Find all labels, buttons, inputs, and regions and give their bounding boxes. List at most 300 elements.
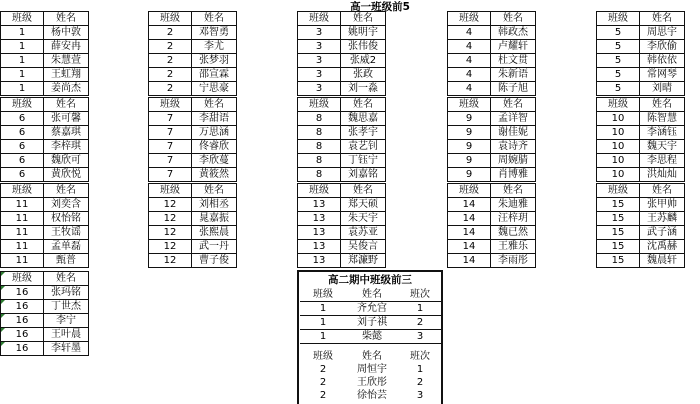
name-cell: 王叶晨 xyxy=(44,328,89,342)
class-cell: 10 xyxy=(597,140,640,154)
table-row xyxy=(448,198,536,212)
name-cell: 柴懿 xyxy=(346,330,398,344)
name-cell: 魏思嘉 xyxy=(341,112,386,126)
class-cell: 2 xyxy=(319,364,327,375)
class-cell: 13 xyxy=(298,254,341,268)
name-cell: 王牧谣 xyxy=(44,226,89,240)
class-cell: 15 xyxy=(597,198,640,212)
cell-error-marker xyxy=(1,342,5,346)
header-row xyxy=(448,12,536,26)
header-name: 姓名 xyxy=(640,12,685,26)
header-class: 班级 xyxy=(149,98,192,112)
name-cell: 魏天宇 xyxy=(640,140,685,154)
name-cell: 张政 xyxy=(341,68,386,82)
table-row xyxy=(448,154,536,168)
table-row xyxy=(298,40,386,54)
table-row xyxy=(298,254,386,268)
rank-cell: 2 xyxy=(416,377,424,388)
name-cell: 李雨彤 xyxy=(491,254,536,268)
rank-cell: 2 xyxy=(398,316,442,330)
table-row xyxy=(298,68,386,82)
class-cell: 12 xyxy=(149,198,192,212)
table-row xyxy=(298,82,386,96)
header-row xyxy=(300,288,442,302)
class-cell: 15 xyxy=(597,254,640,268)
name-cell: 邵宣霖 xyxy=(192,68,237,82)
header-name: 姓名 xyxy=(44,184,89,198)
class-cell: 2 xyxy=(149,82,192,96)
name-cell: 李宁 xyxy=(44,314,89,328)
table-row xyxy=(1,54,89,68)
rank-cell: 3 xyxy=(398,330,442,344)
header-row xyxy=(298,184,386,198)
class-cell: 13 xyxy=(298,198,341,212)
table-row xyxy=(597,82,685,96)
header-class: 班级 xyxy=(298,98,341,112)
class-cell: 5 xyxy=(597,82,640,96)
class-cell: 4 xyxy=(448,40,491,54)
class-cell: 2 xyxy=(149,54,192,68)
class-cell: 11 xyxy=(1,198,44,212)
name-cell: 魏欣可 xyxy=(44,154,89,168)
name-cell: 朱慧萱 xyxy=(44,54,89,68)
name-cell: 孟单磊 xyxy=(44,240,89,254)
header-rank: 班次 xyxy=(398,288,442,302)
class-cell: 5 xyxy=(597,68,640,82)
class-group-table xyxy=(0,11,89,96)
header-name: 姓名 xyxy=(341,184,386,198)
name-cell: 武一丹 xyxy=(192,240,237,254)
name-cell: 卢耀轩 xyxy=(491,40,536,54)
header-name: 姓名 xyxy=(341,98,386,112)
class-cell: 7 xyxy=(149,154,192,168)
name-cell: 沈禹赫 xyxy=(640,240,685,254)
name-cell: 齐允宫 xyxy=(346,302,398,316)
name-cell: 刘相丞 xyxy=(192,198,237,212)
name-cell: 李轩墨 xyxy=(44,342,89,356)
class-cell: 5 xyxy=(597,40,640,54)
table-row xyxy=(597,40,685,54)
name-cell: 李涵钰 xyxy=(640,126,685,140)
table-row xyxy=(300,376,442,389)
name-cell: 张孝宇 xyxy=(341,126,386,140)
cell-error-marker xyxy=(1,300,5,304)
header-class: 班级 xyxy=(298,12,341,26)
header-name: 姓名 xyxy=(341,12,386,26)
cell-error-marker xyxy=(1,286,5,290)
name-cell: 陈智慧 xyxy=(640,112,685,126)
table-row xyxy=(298,140,386,154)
table-row xyxy=(298,226,386,240)
name-cell: 王欣彤 xyxy=(357,377,387,388)
grade2-title: 高二期中班级前三 xyxy=(328,274,412,286)
class-cell: 13 xyxy=(298,240,341,254)
header-row xyxy=(298,98,386,112)
name-cell: 魏已然 xyxy=(491,226,536,240)
name-cell: 黄欣悦 xyxy=(44,168,89,182)
class-cell: 10 xyxy=(597,168,640,182)
class-group-table xyxy=(148,11,237,96)
class-cell: 9 xyxy=(448,112,491,126)
table-row xyxy=(149,40,237,54)
name-cell: 朱迪雅 xyxy=(491,198,536,212)
class-group-table xyxy=(0,97,89,182)
header-row xyxy=(597,98,685,112)
name-cell: 刘一淼 xyxy=(341,82,386,96)
header-class: 班级 xyxy=(597,98,640,112)
class-cell: 12 xyxy=(149,226,192,240)
header-row xyxy=(298,12,386,26)
header-row xyxy=(1,12,89,26)
table-row xyxy=(1,198,89,212)
header-class: 班级 xyxy=(597,184,640,198)
table-row xyxy=(448,68,536,82)
class-cell: 2 xyxy=(149,40,192,54)
class-cell: 3 xyxy=(298,68,341,82)
table-row xyxy=(1,212,89,226)
name-cell: 郑天硕 xyxy=(341,198,386,212)
class-cell: 11 xyxy=(1,240,44,254)
table-row xyxy=(149,154,237,168)
table-row xyxy=(1,342,89,356)
class-group-table xyxy=(297,11,386,96)
header-name: 姓名 xyxy=(44,98,89,112)
table-row xyxy=(597,140,685,154)
class-cell: 8 xyxy=(298,168,341,182)
class-cell: 12 xyxy=(149,212,192,226)
class-cell: 1 xyxy=(300,330,346,344)
header-name: 姓名 xyxy=(640,184,685,198)
name-cell: 肖博雅 xyxy=(491,168,536,182)
header-name: 姓名 xyxy=(491,12,536,26)
table-row xyxy=(149,212,237,226)
table-row xyxy=(149,112,237,126)
table-row xyxy=(149,254,237,268)
table-row xyxy=(448,168,536,182)
table-row xyxy=(149,168,237,182)
class-group-table xyxy=(596,11,685,96)
name-cell: 蔡嘉琪 xyxy=(44,126,89,140)
table-row xyxy=(149,226,237,240)
class-cell: 13 xyxy=(298,212,341,226)
table-row xyxy=(1,286,89,300)
class-cell: 9 xyxy=(448,140,491,154)
table-row xyxy=(448,126,536,140)
name-cell: 武子涵 xyxy=(640,226,685,240)
header-class: 班级 xyxy=(300,288,346,302)
table-row xyxy=(1,254,89,268)
table-row xyxy=(597,254,685,268)
name-cell: 邓智勇 xyxy=(192,26,237,40)
class-cell: 1 xyxy=(1,26,44,40)
class-group-table xyxy=(297,97,386,182)
class-cell: 4 xyxy=(448,54,491,68)
name-cell: 徐怡芸 xyxy=(357,390,387,401)
header-row xyxy=(149,12,237,26)
name-cell: 李甜语 xyxy=(192,112,237,126)
table-row xyxy=(1,154,89,168)
table-row xyxy=(1,328,89,342)
table-row xyxy=(448,40,536,54)
name-cell: 薛安冉 xyxy=(44,40,89,54)
table-row xyxy=(298,168,386,182)
class-cell: 4 xyxy=(448,82,491,96)
class-cell: 15 xyxy=(597,212,640,226)
header-class: 班级 xyxy=(448,98,491,112)
header-name: 姓名 xyxy=(362,351,382,362)
table-row xyxy=(1,112,89,126)
name-cell: 姜尚杰 xyxy=(44,82,89,96)
class-cell: 4 xyxy=(448,26,491,40)
header-row xyxy=(1,272,89,286)
table-row xyxy=(298,212,386,226)
header-name: 姓名 xyxy=(44,12,89,26)
grade2-table xyxy=(300,350,442,402)
class-cell: 12 xyxy=(149,254,192,268)
table-row xyxy=(1,168,89,182)
name-cell: 朱新语 xyxy=(491,68,536,82)
table-row xyxy=(1,82,89,96)
name-cell: 佟睿欣 xyxy=(192,140,237,154)
class-cell: 16 xyxy=(1,314,44,328)
name-cell: 谢佳妮 xyxy=(491,126,536,140)
table-row xyxy=(300,316,442,330)
table-row xyxy=(448,140,536,154)
class-cell: 6 xyxy=(1,140,44,154)
table-row xyxy=(448,26,536,40)
name-cell: 郑濂野 xyxy=(341,254,386,268)
table-row xyxy=(298,126,386,140)
class-cell: 9 xyxy=(448,154,491,168)
table-row xyxy=(448,254,536,268)
name-cell: 周恒宇 xyxy=(357,364,387,375)
class-cell: 2 xyxy=(149,68,192,82)
table-row xyxy=(300,330,442,344)
class-group-table xyxy=(0,183,89,268)
class-cell: 1 xyxy=(1,40,44,54)
name-cell: 张可馨 xyxy=(44,112,89,126)
table-row xyxy=(149,240,237,254)
table-row xyxy=(149,54,237,68)
class-cell: 8 xyxy=(298,140,341,154)
name-cell: 刘嘉铭 xyxy=(341,168,386,182)
class-cell: 14 xyxy=(448,198,491,212)
class-cell: 7 xyxy=(149,168,192,182)
table-row xyxy=(597,168,685,182)
table-row xyxy=(1,26,89,40)
header-name: 姓名 xyxy=(491,184,536,198)
table-row xyxy=(597,68,685,82)
header-name: 姓名 xyxy=(192,184,237,198)
table-row xyxy=(298,198,386,212)
header-row xyxy=(597,12,685,26)
class-cell: 14 xyxy=(448,226,491,240)
table-row xyxy=(298,54,386,68)
class-cell: 8 xyxy=(298,112,341,126)
header-name: 姓名 xyxy=(192,12,237,26)
name-cell: 黄筱然 xyxy=(192,168,237,182)
header-name: 姓名 xyxy=(44,272,89,286)
class-group-table xyxy=(297,183,386,268)
table-row xyxy=(298,240,386,254)
table-row xyxy=(448,54,536,68)
name-cell: 张伟俊 xyxy=(341,40,386,54)
class-group-table xyxy=(148,97,237,182)
header-class: 班级 xyxy=(1,272,44,286)
main-title: 高一班级前5 xyxy=(350,1,410,13)
name-cell: 李尤 xyxy=(192,40,237,54)
grade2-table xyxy=(300,288,442,344)
class-cell: 7 xyxy=(149,112,192,126)
class-cell: 13 xyxy=(298,226,341,240)
class-cell: 16 xyxy=(1,300,44,314)
class-cell: 9 xyxy=(448,126,491,140)
name-cell: 张梦羽 xyxy=(192,54,237,68)
class-cell: 6 xyxy=(1,126,44,140)
table-row xyxy=(1,314,89,328)
name-cell: 张熙晨 xyxy=(192,226,237,240)
header-class: 班级 xyxy=(298,184,341,198)
name-cell: 丁世杰 xyxy=(44,300,89,314)
table-row xyxy=(597,154,685,168)
header-row xyxy=(597,184,685,198)
table-row xyxy=(149,26,237,40)
class-cell: 1 xyxy=(1,68,44,82)
name-cell: 李欣蔓 xyxy=(192,154,237,168)
name-cell: 孟详智 xyxy=(491,112,536,126)
name-cell: 汪梓玥 xyxy=(491,212,536,226)
name-cell: 魏晨轩 xyxy=(640,254,685,268)
table-row xyxy=(597,240,685,254)
table-row xyxy=(149,126,237,140)
rank-cell: 3 xyxy=(416,390,424,401)
class-cell: 1 xyxy=(300,302,346,316)
rank-cell: 1 xyxy=(398,302,442,316)
class-cell: 14 xyxy=(448,240,491,254)
class-cell: 3 xyxy=(298,82,341,96)
name-cell: 王苏麟 xyxy=(640,212,685,226)
class-cell: 11 xyxy=(1,254,44,268)
class-cell: 10 xyxy=(597,126,640,140)
name-cell: 宁思豪 xyxy=(192,82,237,96)
name-cell: 吴俊言 xyxy=(341,240,386,254)
name-cell: 袁诗齐 xyxy=(491,140,536,154)
header-class: 班级 xyxy=(1,98,44,112)
table-row xyxy=(1,226,89,240)
header-name: 姓名 xyxy=(640,98,685,112)
class-cell: 1 xyxy=(1,82,44,96)
name-cell: 李欣偷 xyxy=(640,40,685,54)
class-group-table xyxy=(447,11,536,96)
class-group-table xyxy=(596,97,685,182)
name-cell: 周思宇 xyxy=(640,26,685,40)
name-cell: 刘晴 xyxy=(640,82,685,96)
class-cell: 11 xyxy=(1,212,44,226)
header-class: 班级 xyxy=(597,12,640,26)
class-cell: 8 xyxy=(298,126,341,140)
header-class: 班级 xyxy=(313,351,333,362)
class-cell: 5 xyxy=(597,54,640,68)
name-cell: 权怡铭 xyxy=(44,212,89,226)
class-group-table xyxy=(447,183,536,268)
class-group-table xyxy=(148,183,237,268)
name-cell: 袁艺钊 xyxy=(341,140,386,154)
name-cell: 刘奕含 xyxy=(44,198,89,212)
header-name: 姓名 xyxy=(491,98,536,112)
header-class: 班级 xyxy=(149,184,192,198)
class-cell: 2 xyxy=(319,377,327,388)
header-name: 姓名 xyxy=(192,98,237,112)
table-row xyxy=(448,82,536,96)
table-row xyxy=(597,212,685,226)
table-row xyxy=(1,300,89,314)
class-cell: 7 xyxy=(149,126,192,140)
table-row xyxy=(300,302,442,316)
table-row xyxy=(298,26,386,40)
header-row xyxy=(1,98,89,112)
name-cell: 王雅乐 xyxy=(491,240,536,254)
class-cell: 3 xyxy=(298,26,341,40)
class-cell: 14 xyxy=(448,254,491,268)
table-row xyxy=(298,112,386,126)
class-cell: 16 xyxy=(1,286,44,300)
class-cell: 3 xyxy=(298,40,341,54)
name-cell: 姚明宇 xyxy=(341,26,386,40)
table-row xyxy=(1,140,89,154)
table-row xyxy=(300,389,442,402)
name-cell: 曹子俊 xyxy=(192,254,237,268)
class-cell: 10 xyxy=(597,154,640,168)
rank-cell: 1 xyxy=(416,364,424,375)
header-row xyxy=(448,184,536,198)
table-row xyxy=(597,112,685,126)
table-row xyxy=(448,212,536,226)
table-row xyxy=(448,112,536,126)
table-row xyxy=(448,226,536,240)
class-cell: 2 xyxy=(149,26,192,40)
header-class: 班级 xyxy=(448,12,491,26)
table-row xyxy=(149,82,237,96)
name-cell: 万思涵 xyxy=(192,126,237,140)
header-class: 班级 xyxy=(448,184,491,198)
header-class: 班级 xyxy=(1,184,44,198)
name-cell: 刘子祺 xyxy=(346,316,398,330)
table-row xyxy=(597,226,685,240)
name-cell: 杜文贯 xyxy=(491,54,536,68)
class-cell: 11 xyxy=(1,226,44,240)
cell-error-marker xyxy=(1,314,5,318)
name-cell: 袁苏亚 xyxy=(341,226,386,240)
class-cell: 14 xyxy=(448,212,491,226)
cell-error-marker xyxy=(1,272,5,276)
name-cell: 张甲帅 xyxy=(640,198,685,212)
name-cell: 王虹翔 xyxy=(44,68,89,82)
table-row xyxy=(149,198,237,212)
class-cell: 4 xyxy=(448,68,491,82)
name-cell: 甄普 xyxy=(44,254,89,268)
name-cell: 丁钰宁 xyxy=(341,154,386,168)
class-cell: 1 xyxy=(300,316,346,330)
table-row xyxy=(149,68,237,82)
class-group-table xyxy=(0,271,89,356)
name-cell: 晁嘉振 xyxy=(192,212,237,226)
header-class: 班级 xyxy=(1,12,44,26)
table-row xyxy=(1,68,89,82)
table-row xyxy=(597,198,685,212)
class-cell: 16 xyxy=(1,328,44,342)
name-cell: 杨中敦 xyxy=(44,26,89,40)
name-cell: 洪灿灿 xyxy=(640,168,685,182)
